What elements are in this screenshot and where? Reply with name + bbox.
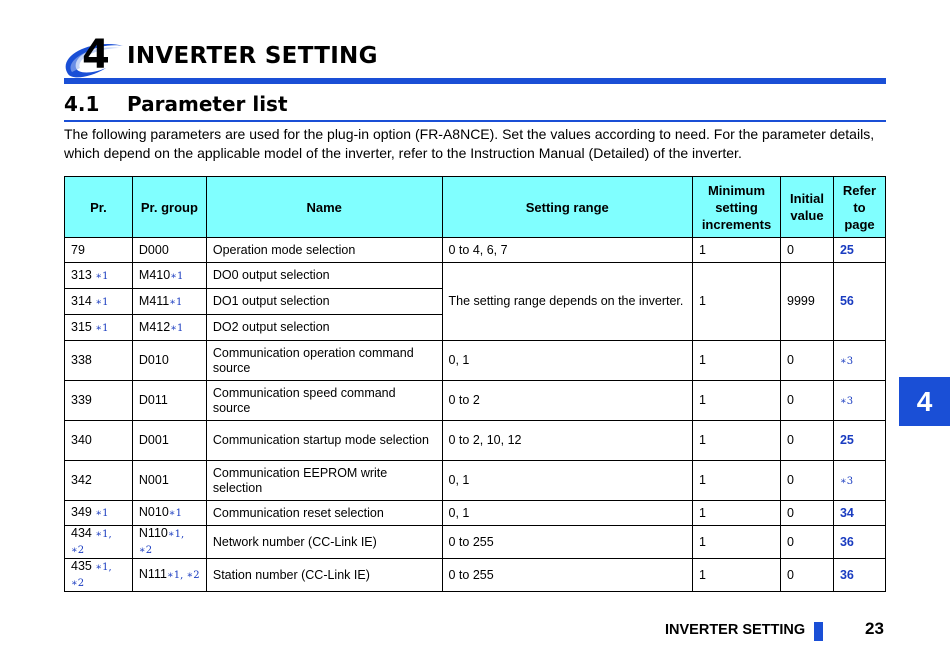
- pr-number: 339: [71, 393, 92, 407]
- footnote-ref: ∗3: [839, 355, 854, 367]
- min-increment: 1: [693, 381, 781, 421]
- table-row: [65, 381, 886, 421]
- footnote-ref: ∗1: [95, 270, 109, 282]
- param-name: Communication startup mode selection: [206, 421, 442, 461]
- refer-page-link[interactable]: 56: [839, 294, 854, 308]
- footnote-ref: ∗1: [170, 270, 184, 282]
- footnote-ref: ∗3: [839, 395, 854, 407]
- initial-value: 0: [781, 461, 834, 501]
- pr-group: M412: [138, 319, 171, 334]
- table-row: [65, 526, 886, 559]
- pr-number: 313: [71, 267, 92, 282]
- min-increment: 1: [693, 421, 781, 461]
- table-row: [65, 501, 886, 526]
- pr-group: N111: [138, 567, 167, 581]
- refer-page-link[interactable]: 25: [839, 242, 854, 257]
- min-increment: 1: [693, 263, 781, 341]
- param-name: DO2 output selection: [206, 315, 442, 341]
- initial-value: 0: [781, 381, 834, 421]
- min-increment: 1: [693, 461, 781, 501]
- chapter-number: 4: [82, 32, 110, 78]
- pr-group: D001: [138, 433, 169, 447]
- initial-value: 0: [781, 559, 834, 592]
- refer-page-link[interactable]: 34: [839, 505, 854, 520]
- min-increment: 1: [693, 501, 781, 526]
- refer-page-link[interactable]: 36: [839, 534, 854, 549]
- header-refer: Refer to page: [833, 177, 885, 238]
- header-increment: Minimum setting increments: [693, 177, 781, 238]
- setting-range: The setting range depends on the inverter.: [442, 263, 693, 341]
- initial-value: 0: [781, 501, 834, 526]
- header-range: Setting range: [442, 177, 693, 238]
- param-name: Network number (CC-Link IE): [206, 526, 442, 559]
- table-header-row: [65, 177, 886, 238]
- header-pr: Pr.: [65, 177, 133, 238]
- initial-value: 0: [781, 526, 834, 559]
- intro-paragraph: The following parameters are used for the plug-in option (FR-A8NCE). Set the values according to need. For the parameter details, which depend on the applicable model of the inverter, refer to the Instruction Manual (Detailed) of the inverter.: [64, 126, 875, 161]
- footnote-ref: ∗1, ∗2: [166, 570, 200, 581]
- initial-value: 9999: [781, 263, 834, 341]
- setting-range: 0, 1: [442, 501, 693, 526]
- header-name: Name: [206, 177, 442, 238]
- table-row: [65, 341, 886, 381]
- param-name: Communication reset selection: [206, 501, 442, 526]
- pr-group: M410: [138, 267, 171, 282]
- pr-group: D010: [138, 353, 169, 367]
- min-increment: 1: [693, 341, 781, 381]
- chapter-header: [62, 34, 392, 80]
- table-row: [65, 238, 886, 263]
- pr-number: 314: [71, 293, 92, 308]
- param-name: Communication EEPROM write selection: [206, 461, 442, 501]
- header-initial: Initial value: [781, 177, 834, 238]
- setting-range: 0, 1: [442, 461, 693, 501]
- footer-chapter-label: INVERTER SETTING: [665, 622, 806, 638]
- section-title: Parameter list: [127, 92, 288, 116]
- min-increment: 1: [693, 526, 781, 559]
- pr-group: D000: [138, 242, 169, 257]
- pr-group: N110: [138, 526, 168, 540]
- param-name: DO1 output selection: [206, 289, 442, 315]
- pr-number: 340: [71, 433, 92, 447]
- chapter-title: INVERTER SETTING: [127, 43, 378, 69]
- param-name: Communication speed command source: [206, 381, 442, 421]
- min-increment: 1: [693, 559, 781, 592]
- pr-number: 315: [71, 319, 92, 334]
- page-number: 23: [865, 619, 884, 638]
- pr-number: 435: [71, 559, 92, 573]
- bar-marker-icon: [814, 622, 823, 641]
- parameter-table: [64, 176, 886, 592]
- pr-number: 349: [71, 505, 92, 519]
- section-rule: [64, 120, 886, 122]
- pr-group: N001: [138, 473, 169, 487]
- section-number: 4.1: [64, 92, 100, 116]
- table-row: [65, 421, 886, 461]
- pr-number: 338: [71, 353, 92, 367]
- param-name: Station number (CC-Link IE): [206, 559, 442, 592]
- refer-page-link[interactable]: 25: [839, 433, 854, 447]
- pr-number: 434: [71, 526, 92, 540]
- section-heading: [64, 92, 288, 116]
- footnote-ref: ∗1: [169, 296, 183, 308]
- table-row: [65, 461, 886, 501]
- initial-value: 0: [781, 238, 834, 263]
- setting-range: 0 to 255: [442, 559, 693, 592]
- min-increment: 1: [693, 238, 781, 263]
- footnote-ref: ∗1: [95, 296, 109, 308]
- pr-group: M411: [138, 293, 170, 308]
- setting-range: 0 to 255: [442, 526, 693, 559]
- setting-range: 0, 1: [442, 341, 693, 381]
- footnote-ref: ∗1, ∗2: [71, 562, 112, 589]
- initial-value: 0: [781, 341, 834, 381]
- chapter-side-tab[interactable]: 4: [899, 377, 950, 426]
- refer-page-link[interactable]: 36: [839, 567, 854, 582]
- param-name: DO0 output selection: [206, 263, 442, 289]
- setting-range: 0 to 2, 10, 12: [442, 421, 693, 461]
- pr-group: N010: [138, 505, 169, 519]
- pr-number: 342: [71, 473, 92, 487]
- pr-group: D011: [138, 393, 168, 407]
- pr-number: 79: [71, 242, 85, 257]
- footnote-ref: ∗1: [95, 322, 109, 334]
- header-group: Pr. group: [132, 177, 206, 238]
- initial-value: 0: [781, 421, 834, 461]
- footnote-ref: ∗1: [170, 322, 184, 334]
- setting-range: 0 to 2: [442, 381, 693, 421]
- footnote-ref: ∗1: [95, 508, 109, 519]
- param-name: Communication operation command source: [206, 341, 442, 381]
- chapter-rule: [64, 78, 886, 84]
- param-name: Operation mode selection: [206, 238, 442, 263]
- setting-range: 0 to 4, 6, 7: [442, 238, 693, 263]
- footnote-ref: ∗1: [168, 508, 182, 519]
- footnote-ref: ∗1, ∗2: [138, 529, 185, 556]
- footnote-ref: ∗3: [839, 475, 854, 487]
- footnote-ref: ∗1, ∗2: [71, 529, 112, 556]
- table-row: [65, 559, 886, 592]
- table-row: [65, 263, 886, 289]
